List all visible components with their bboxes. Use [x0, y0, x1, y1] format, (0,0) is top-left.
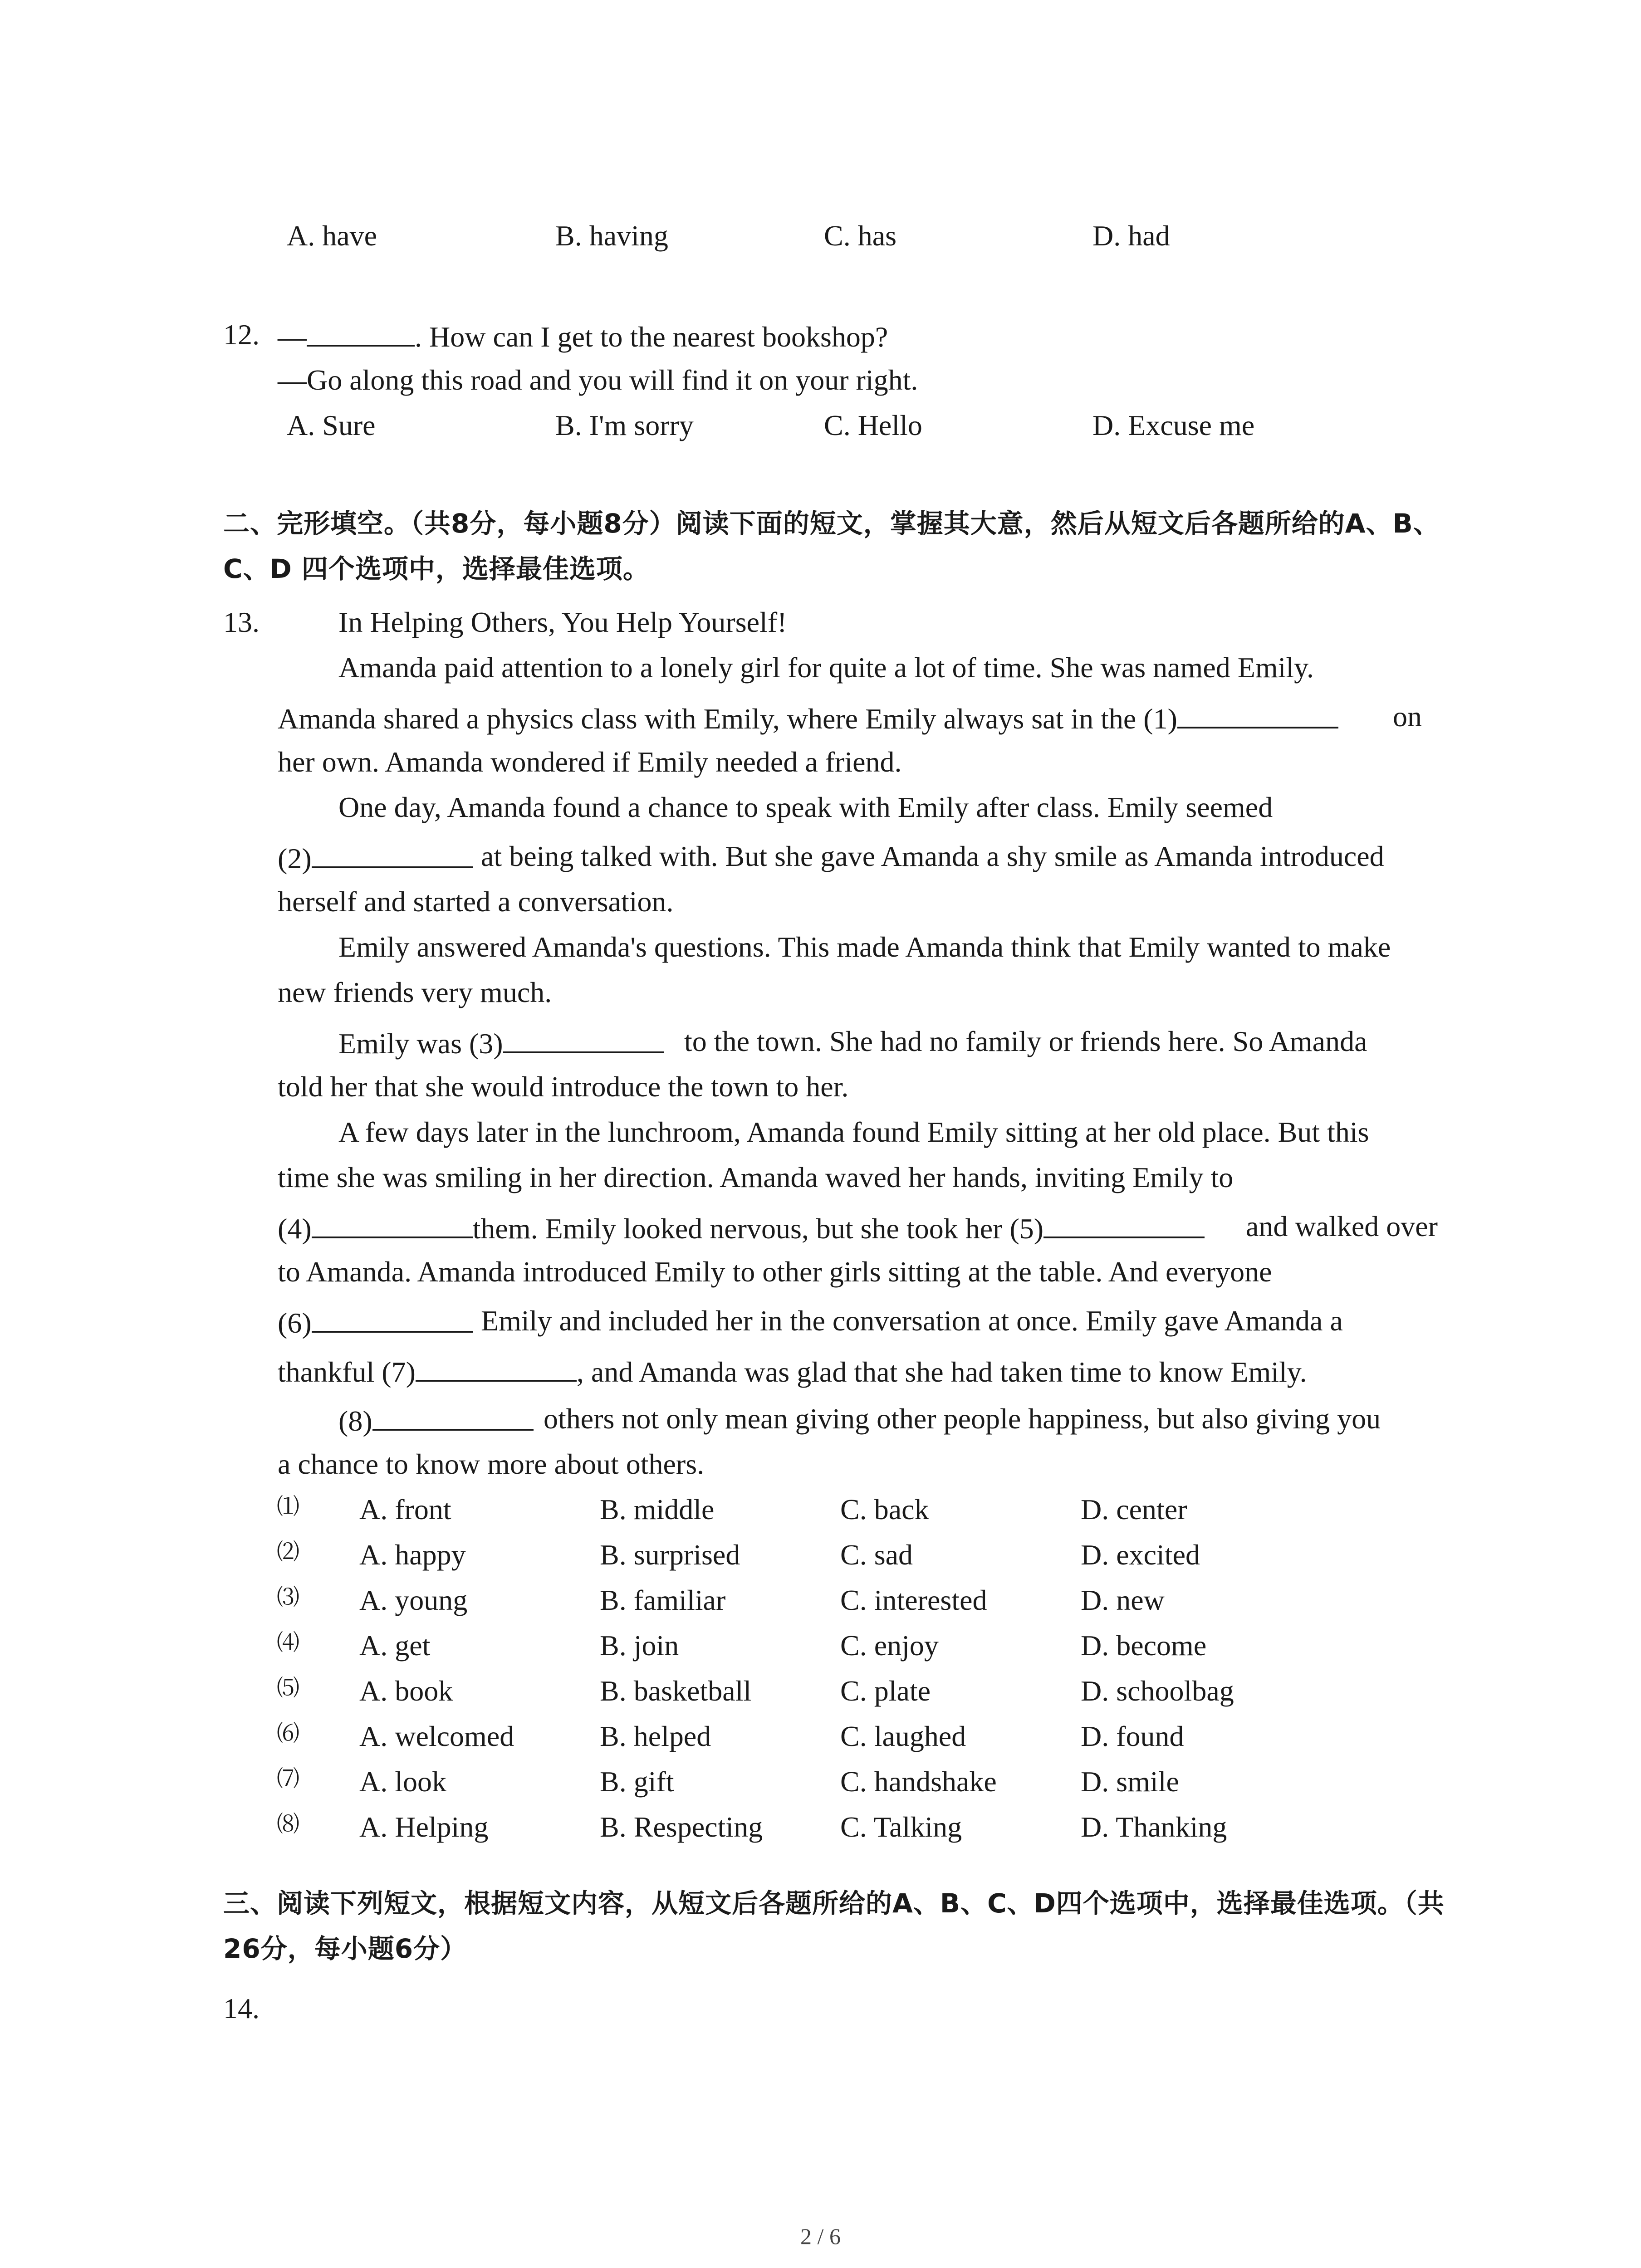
- q13-passage-line: new friends very much.: [278, 976, 552, 1008]
- q13-passage-line: One day, Amanda found a chance to speak with Emily after class. Emily seemed: [338, 791, 1273, 823]
- q13-passage-line: (8): [338, 1404, 534, 1436]
- cloze-choice-b: B. basketball: [600, 1675, 752, 1707]
- q11-option-d: D. had: [1092, 220, 1170, 252]
- cloze-choice-c: C. plate: [840, 1675, 931, 1707]
- cloze-blank-8: [372, 1404, 534, 1431]
- q11-options: [287, 221, 1410, 250]
- q13-passage-line: Amanda shared a physics class with Emily, where Emily always sat in the (1): [278, 702, 1338, 733]
- cloze-choice-d: D. Thanking: [1081, 1811, 1227, 1843]
- cloze-choice-b: B. join: [600, 1629, 679, 1662]
- cloze-choice-a: A. look: [359, 1765, 446, 1798]
- cloze-choice-b: B. Respecting: [600, 1811, 763, 1843]
- q13-number: 13.: [223, 606, 260, 638]
- cloze-choice-a: A. young: [359, 1584, 468, 1616]
- q13-passage-line: to the town. She had no family or friends here. So Amanda: [684, 1025, 1367, 1057]
- section3-heading: 三、阅读下列短文，根据短文内容，从短文后各题所给的A、B、C、D四个选项中，选择最佳选项。（共26分，每小题6分）: [223, 1888, 1445, 1964]
- q13-passage-line: Emily answered Amanda's questions. This made Amanda think that Emily wanted to make: [338, 931, 1391, 963]
- cloze-blank-3: [503, 1027, 664, 1053]
- q12-blank: [307, 320, 415, 347]
- q12-options: [287, 411, 1410, 440]
- cloze-choice-b: B. gift: [600, 1765, 674, 1798]
- cloze-choice-d: D. new: [1081, 1584, 1165, 1616]
- q13-passage-line-end: on: [1393, 700, 1422, 733]
- cloze-choice-d: D. become: [1081, 1629, 1207, 1662]
- cloze-choice-row-1: [277, 1495, 1271, 1524]
- cloze-choice-label: ⑵: [277, 1539, 299, 1565]
- q13-title: In Helping Others, You Help Yourself!: [338, 606, 787, 638]
- cloze-choice-row-2: [277, 1540, 1271, 1569]
- cloze-choice-label: ⑴: [277, 1493, 299, 1520]
- cloze-choice-b: B. surprised: [600, 1539, 740, 1571]
- cloze-choice-c: C. interested: [840, 1584, 987, 1616]
- q13-passage-line: thankful (7) , and Amanda was glad that she had taken time to know Emily.: [278, 1356, 1307, 1388]
- cloze-blank-1: [1177, 702, 1338, 728]
- cloze-choice-row-7: [277, 1767, 1271, 1796]
- q12-stem-line1: [278, 320, 888, 352]
- cloze-choice-label: ⑷: [277, 1629, 299, 1656]
- q13-passage-line: her own. Amanda wondered if Emily needed a friend.: [278, 746, 902, 778]
- cloze-choice-label: ⑶: [277, 1584, 299, 1610]
- cloze-choice-c: C. enjoy: [840, 1629, 939, 1662]
- cloze-choice-c: C. handshake: [840, 1765, 997, 1798]
- cloze-choice-a: A. book: [359, 1675, 453, 1707]
- q13-passage-line: at being talked with. But she gave Amanda a shy smile as Amanda introduced: [481, 840, 1384, 872]
- cloze-choice-row-8: [277, 1813, 1271, 1842]
- cloze-choice-b: B. helped: [600, 1720, 711, 1752]
- q13-passage-line: (6): [278, 1306, 473, 1338]
- cloze-choice-a: A. welcomed: [359, 1720, 514, 1752]
- cloze-choice-d: D. schoolbag: [1081, 1675, 1234, 1707]
- q13-passage-line: Emily was (3): [338, 1027, 664, 1058]
- cloze-choice-b: B. familiar: [600, 1584, 726, 1616]
- q13-passage-line: (4) them. Emily looked nervous, but she took her (5): [278, 1212, 1205, 1243]
- cloze-choice-a: A. Helping: [359, 1811, 489, 1843]
- q13-passage-line: herself and started a conversation.: [278, 885, 674, 918]
- cloze-choice-label: ⑻: [277, 1811, 299, 1837]
- q12-option-c: C. Hello: [824, 409, 922, 441]
- q12-dash: —: [278, 321, 307, 353]
- q13-passage-line: Amanda paid attention to a lonely girl for quite a lot of time. She was named Emily.: [338, 651, 1314, 684]
- cloze-blank-6: [312, 1306, 473, 1333]
- q13-passage-line: Emily and included her in the conversation at once. Emily gave Amanda a: [481, 1305, 1343, 1337]
- q12-number: 12.: [223, 318, 260, 351]
- cloze-choice-label: ⑺: [277, 1765, 299, 1792]
- cloze-choice-row-6: [277, 1722, 1271, 1751]
- cloze-choice-d: D. center: [1081, 1493, 1187, 1525]
- cloze-choice-row-5: [277, 1677, 1271, 1706]
- q13-passage-line: time she was smiling in her direction. Amanda waved her hands, inviting Emily to: [278, 1161, 1234, 1193]
- q12-stem-line2: —Go along this road and you will find it on your right.: [278, 364, 918, 396]
- q13-passage-line: others not only mean giving other people happiness, but also giving you: [544, 1403, 1381, 1435]
- q13-passage-line: told her that she would introduce the town to her.: [278, 1070, 849, 1103]
- q13-passage-line: a chance to know more about others.: [278, 1448, 705, 1480]
- q11-option-a: A. have: [287, 220, 377, 252]
- cloze-choice-a: A. front: [359, 1493, 451, 1525]
- cloze-choice-a: A. happy: [359, 1539, 466, 1571]
- q13-passage-line: A few days later in the lunchroom, Amanda found Emily sitting at her old place. But this: [338, 1116, 1369, 1148]
- cloze-blank-5: [1043, 1212, 1205, 1238]
- cloze-choice-c: C. Talking: [840, 1811, 962, 1843]
- cloze-choice-row-3: [277, 1586, 1271, 1615]
- page-number: 2 / 6: [800, 2224, 841, 2249]
- cloze-choice-d: D. excited: [1081, 1539, 1200, 1571]
- q12-option-a: A. Sure: [287, 409, 376, 441]
- q13-passage-line: (2): [278, 842, 473, 873]
- cloze-choice-c: C. sad: [840, 1539, 913, 1571]
- cloze-blank-7: [416, 1355, 577, 1382]
- cloze-choice-d: D. found: [1081, 1720, 1184, 1752]
- cloze-choice-b: B. middle: [600, 1493, 715, 1525]
- cloze-blank-4: [312, 1212, 473, 1238]
- q11-option-c: C. has: [824, 220, 896, 252]
- cloze-choice-c: C. back: [840, 1493, 929, 1525]
- q12-option-d: D. Excuse me: [1092, 409, 1255, 441]
- section2-heading: 二、完形填空。（共8分，每小题8分）阅读下面的短文，掌握其大意，然后从短文后各题所给的A、B、C、D 四个选项中，选择最佳选项。: [223, 508, 1440, 584]
- cloze-choice-c: C. laughed: [840, 1720, 966, 1752]
- cloze-choice-label: ⑸: [277, 1675, 299, 1701]
- cloze-choice-row-4: [277, 1631, 1271, 1660]
- cloze-choice-a: A. get: [359, 1629, 431, 1662]
- q12-question-text: . How can I get to the nearest bookshop?: [415, 321, 888, 353]
- q11-option-b: B. having: [555, 220, 668, 252]
- q13-passage-line-end: and walked over: [1246, 1210, 1438, 1242]
- cloze-choice-label: ⑹: [277, 1720, 299, 1746]
- cloze-blank-2: [312, 842, 473, 868]
- q13-passage-line: to Amanda. Amanda introduced Emily to other girls sitting at the table. And everyone: [278, 1256, 1272, 1288]
- cloze-choice-d: D. smile: [1081, 1765, 1179, 1798]
- q14-number: 14.: [223, 1992, 260, 2024]
- q12-option-b: B. I'm sorry: [555, 409, 694, 441]
